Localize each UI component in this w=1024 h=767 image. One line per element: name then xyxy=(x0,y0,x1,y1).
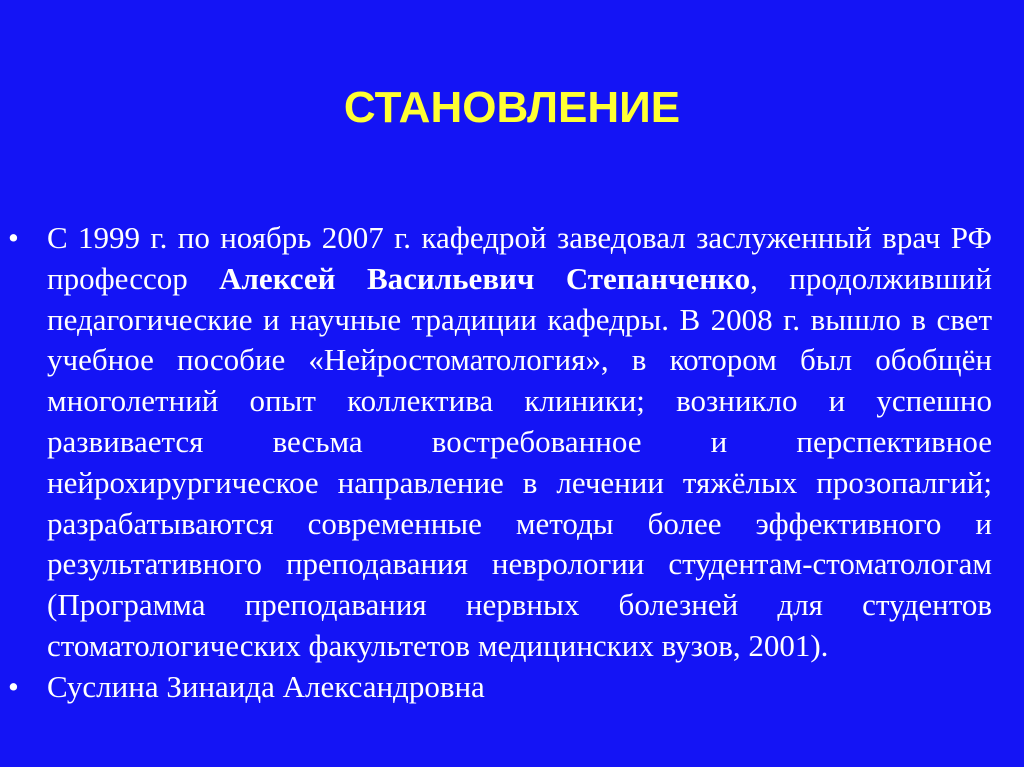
bullet-list xyxy=(0,218,1024,708)
bullet-name-bold: Алексей Васильевич Степанченко xyxy=(219,260,751,296)
bullet-item-name xyxy=(0,667,992,708)
slide-title: СТАНОВЛЕНИЕ xyxy=(343,83,681,132)
bullet-text: Суслина Зинаида Александровна xyxy=(47,668,485,704)
bullet-text-after: , продолживший педагогические и научные традиции кафедры. В 2008 г. вышло в свет учебное пособие «Нейростоматология», в котором был обобщён многолетний опыт коллектива клиники; возникло и успешно развивается весьма востребованное и перспективное нейрохирургическое направление в лечении тяжёлых прозопалгий; разрабатываются современные методы более эффективного и результативного преподавания неврологии студентам-стоматологам (Программа преподавания нервных болезней для студентов стоматологических факультетов медицинских вузов, 2001). xyxy=(47,260,992,663)
bullet-item-history xyxy=(0,218,992,667)
bullet-text-before: С 1999 г. по ноябрь 2007 г. кафедрой заведовал заслуженный врач РФ профессор xyxy=(47,220,992,296)
